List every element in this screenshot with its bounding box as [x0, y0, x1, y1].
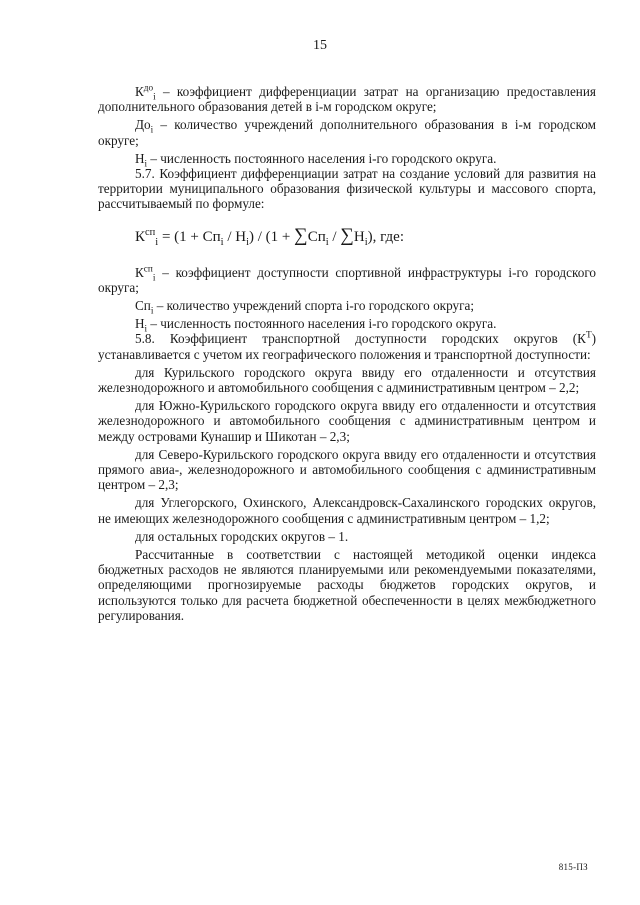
variable: Сп — [135, 298, 151, 314]
sum-symbol: ∑ — [294, 224, 308, 246]
definition-text: – коэффициент доступности спортивной инфраструктуры i-го городского округа; — [98, 264, 596, 295]
variable: Н — [135, 316, 145, 332]
definition-n2 — [98, 316, 596, 334]
definition-n — [98, 150, 596, 169]
closing-paragraph: Рассчитанные в соответствии с настоящей методикой оценки индекса бюджетных расходов не являются планируемыми или рекомендуемыми показателями, определяющими прогнозируемые расходы бюджетов городских округов, и используются только для расчета бюджетной обеспеченности в целях межбюджетного регулирования. — [98, 547, 596, 623]
definition-ksp — [98, 265, 596, 295]
variable-subscript: i — [153, 91, 156, 102]
document-code: 815-ПЗ — [558, 862, 588, 872]
definition-text: – количество учреждений спорта i-го городского округа; — [153, 298, 475, 314]
sum-symbol: ∑ — [340, 224, 354, 246]
list-item-yuzhno-kurilsky: для Южно-Курильского городского округа ввиду его отдаленности и отсутствия железнодорожного и автомобильного сообщения с административным центром и между островами Кунашир и Шикотан – 2,3; — [98, 398, 596, 444]
section-5-8: 5.8. Коэффициент транспортной доступности городских округов $(К^Т)$ устанавливается с учетом их географического положения и транспортной доступности: — [98, 330, 596, 362]
list-item-kurilsky: для Курильского городского округа ввиду его отдаленности и отсутствия железнодорожного и автомобильного сообщения с административным центром – 2,2; — [98, 364, 596, 396]
sport-coefficient-formula: $К^{сп}_i = (1 + Сп_i / Н_i) / (1 + \sum Сп_i / \sum Н_i)$, где: — [135, 224, 404, 248]
definition-do — [98, 117, 596, 147]
variable-superscript: до — [143, 82, 154, 93]
variable-subscript: i — [144, 158, 148, 169]
variable: Н — [135, 150, 145, 166]
list-item-severo-kurilsky: для Северо-Курильского городского округа ввиду его отдаленности и отсутствия прямого авиа-, железнодорожного и автомобильного сообщения с административным центром – 2,3; — [98, 446, 596, 493]
variable-superscript: сп — [143, 263, 153, 274]
list-item-uglegorsky-group: для Углегорского, Охинского, Александровск-Сахалинского городских округов, не имеющих железнодорожного сообщения с административным центром – 1,2; — [98, 495, 596, 526]
definition-text: – численность постоянного населения i-го городского округа. — [147, 316, 497, 332]
variable: До — [135, 117, 151, 133]
page-number: 15 — [313, 38, 327, 53]
definition-text: – количество учреждений дополнительного образования в i-м городском округе; — [98, 117, 596, 148]
variable: К — [135, 264, 144, 280]
variable-subscript: i — [144, 323, 148, 334]
list-item-other: для остальных городских округов – 1. — [135, 528, 349, 544]
variable-subscript: i — [152, 272, 156, 283]
definition-kdo — [98, 84, 596, 114]
section-5-7: 5.7. Коэффициент дифференциации затрат на создание условий для развития на территории муниципального образования физической культуры и массового спорта, рассчитываемый по формуле: — [98, 166, 596, 212]
document-body — [98, 84, 596, 623]
variable: К — [135, 84, 144, 99]
variable-subscript: i — [150, 125, 154, 136]
definition-text: – численность постоянного населения i-го городского округа. — [147, 150, 497, 166]
definition-sp — [98, 298, 596, 316]
variable-subscript: i — [150, 305, 154, 316]
definition-text: – коэффициент дифференциации затрат на организацию предоставления дополнительного образования детей в i-м городском округе; — [98, 84, 596, 115]
